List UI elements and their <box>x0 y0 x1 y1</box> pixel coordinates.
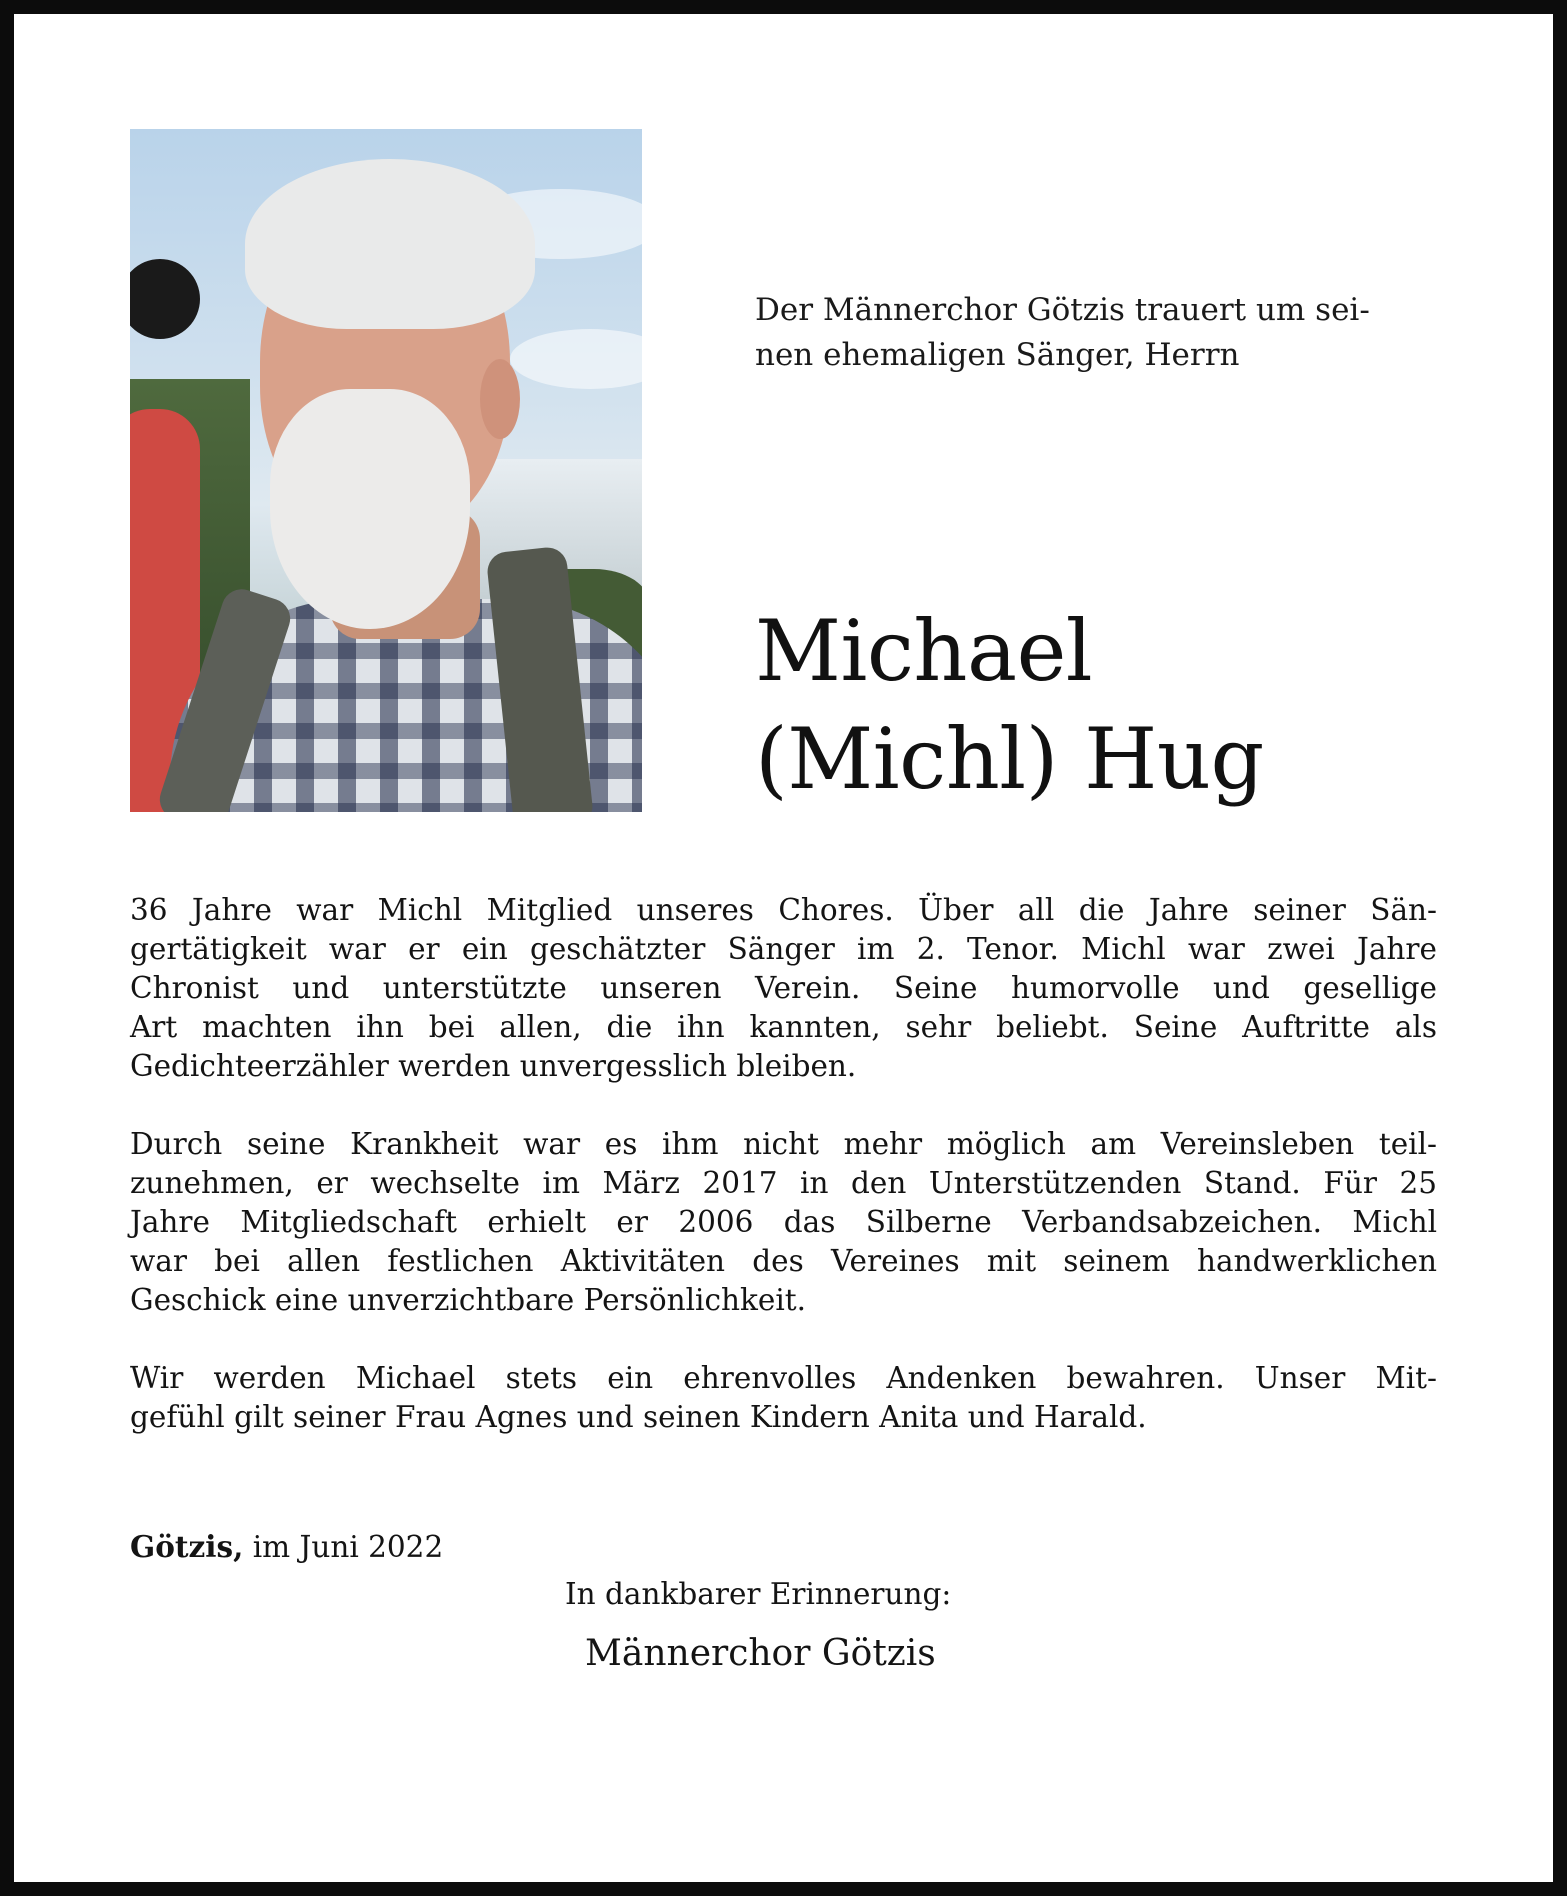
intro-text <box>755 288 1440 378</box>
obituary-body <box>130 891 1437 1437</box>
photo-cap <box>130 259 200 339</box>
signature-choir: Männerchor Götzis <box>585 1633 936 1674</box>
text-line: Wir werden Michael stets ein ehrenvolles Andenken bewahren. Unser Mit- <box>130 1361 1437 1395</box>
text-line: gefühl gilt seiner Frau Agnes und seinen Kindern Anita und Harald. <box>130 1400 1147 1434</box>
name-rest: (Michl) Hug <box>755 710 1264 808</box>
text-line: zunehmen, er wechselte im März 2017 in den Unterstützenden Stand. Für 25 <box>130 1166 1437 1200</box>
intro-line: Der Männerchor Götzis trauert um sei- <box>755 292 1370 328</box>
text-line: war bei allen festlichen Aktivitäten des Vereines mit seinem handwerklichen <box>130 1244 1437 1278</box>
text-line: Durch seine Krankheit war es ihm nicht mehr möglich am Vereinsleben teil- <box>130 1127 1437 1161</box>
photo-beard <box>270 389 470 629</box>
paragraph-membership <box>130 891 1437 1086</box>
paragraph-illness <box>130 1125 1437 1320</box>
place-name: Götzis, <box>130 1529 244 1564</box>
text-line: Jahre Mitgliedschaft erhielt er 2006 das Silberne Verbandsabzeichen. Michl <box>130 1205 1437 1239</box>
text-line: Gedichteerzähler werden unvergesslich bleiben. <box>130 1049 857 1083</box>
text-line: Chronist und unterstützte unseren Verein. Seine humorvolle und gesellige <box>130 971 1437 1005</box>
photo-cloud <box>510 329 642 389</box>
deceased-name <box>755 597 1455 813</box>
paragraph-condolence <box>130 1359 1437 1437</box>
text-line: gertätigkeit war er ein geschätzter Sänger im 2. Tenor. Michl war zwei Jahre <box>130 932 1437 966</box>
name-first: Michael <box>755 602 1093 700</box>
photo-hair <box>245 159 535 329</box>
text-line: 36 Jahre war Michl Mitglied unseres Chores. Über all die Jahre seiner Sän- <box>130 893 1437 927</box>
text-line: Art machten ihn bei allen, die ihn kannten, sehr beliebt. Seine Auftritte als <box>130 1010 1437 1044</box>
text-line: Geschick eine unverzichtbare Persönlichkeit. <box>130 1283 806 1317</box>
date-text: im Juni 2022 <box>243 1530 444 1564</box>
photo-ear <box>480 359 520 439</box>
portrait-photo <box>130 129 642 812</box>
thanks-line: In dankbarer Erinnerung: <box>565 1577 952 1611</box>
place-date <box>130 1527 830 1567</box>
intro-line: nen ehemaligen Sänger, Herrn <box>755 337 1240 373</box>
